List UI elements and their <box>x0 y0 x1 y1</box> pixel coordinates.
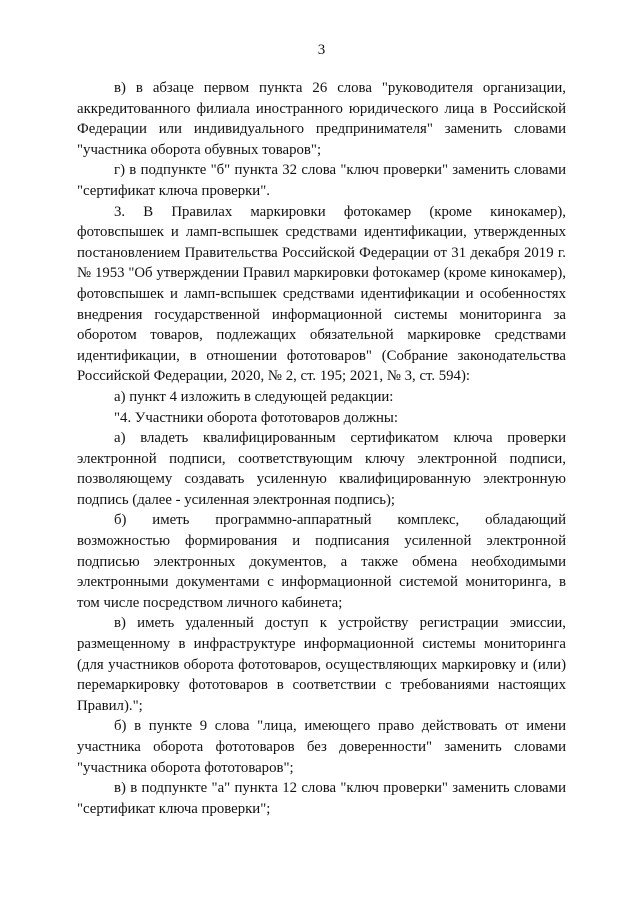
paragraph-v-item-12: в) в подпункте "а" пункта 12 слова "ключ проверки" заменить словами "сертификат ключа проверки"; <box>77 780 566 817</box>
page-number: 3 <box>317 42 326 58</box>
paragraph-g-item-32: г) в подпункте "б" пункта 32 слова "ключ проверки" заменить словами "сертификат ключа проверки". <box>77 162 566 199</box>
paragraph-v-item-26: в) в абзаце первом пункта 26 слова "руководителя организации, аккредитованного филиала иностранного юридического лица в Российской Федерации или индивидуального предпринимателя" заменить словами "участника оборота обувных товаров"; <box>77 80 566 158</box>
paragraph-b-item-9: б) в пункте 9 слова "лица, имеющего право действовать от имени участника оборота фототоваров без доверенности" заменить словами "участника оборота фототоваров"; <box>77 718 566 776</box>
document-body <box>77 78 566 819</box>
paragraph-v-remote-access: в) иметь удаленный доступ к устройству регистрации эмиссии, размещенному в инфраструктуре информационной системы мониторинга (для участников оборота фототоваров, осуществляющих маркировку и (или) перемаркировку фототоваров в соответствии с требованиями настоящих Правил)."; <box>77 615 566 714</box>
paragraph-a-item-4: а) пункт 4 изложить в следующей редакции: <box>114 388 394 405</box>
paragraph-a-certificate: а) владеть квалифицированным сертификатом ключа проверки электронной подписи, соответствующим ключу электронной подписи, позволяющему создавать усиленную квалифицированную электронную подпись (далее - усиленная электронная подпись); <box>77 430 566 508</box>
paragraph-item-4-heading: "4. Участники оборота фототоваров должны: <box>114 409 398 426</box>
paragraph-3-photo-rules: 3. В Правилах маркировки фотокамер (кроме кинокамер), фотовспышек и ламп-вспышек средствами идентификации, утвержденных постановлением Правительства Российской Федерации от 31 декабря 2019 г. № 1953 "Об утверждении Правил маркировки фотокамер (кроме кинокамер), фотовспышек и ламп-вспышек средствами идентификации и особенностях внедрения государственной информационной системы мониторинга за оборотом товаров, подлежащих обязательной маркировке средствами идентификации, в отношении фототоваров" (Собрание законодательства Российской Федерации, 2020, № 2, ст. 195; 2021, № 3, ст. 594): <box>77 203 566 385</box>
paragraph-b-software: б) иметь программно-аппаратный комплекс, обладающий возможностью формирования и подписания усиленной электронной подписью электронных документов, а также обмена необходимыми электронными документами с информационной системой мониторинга, в том числе посредством личного кабинета; <box>77 512 566 611</box>
